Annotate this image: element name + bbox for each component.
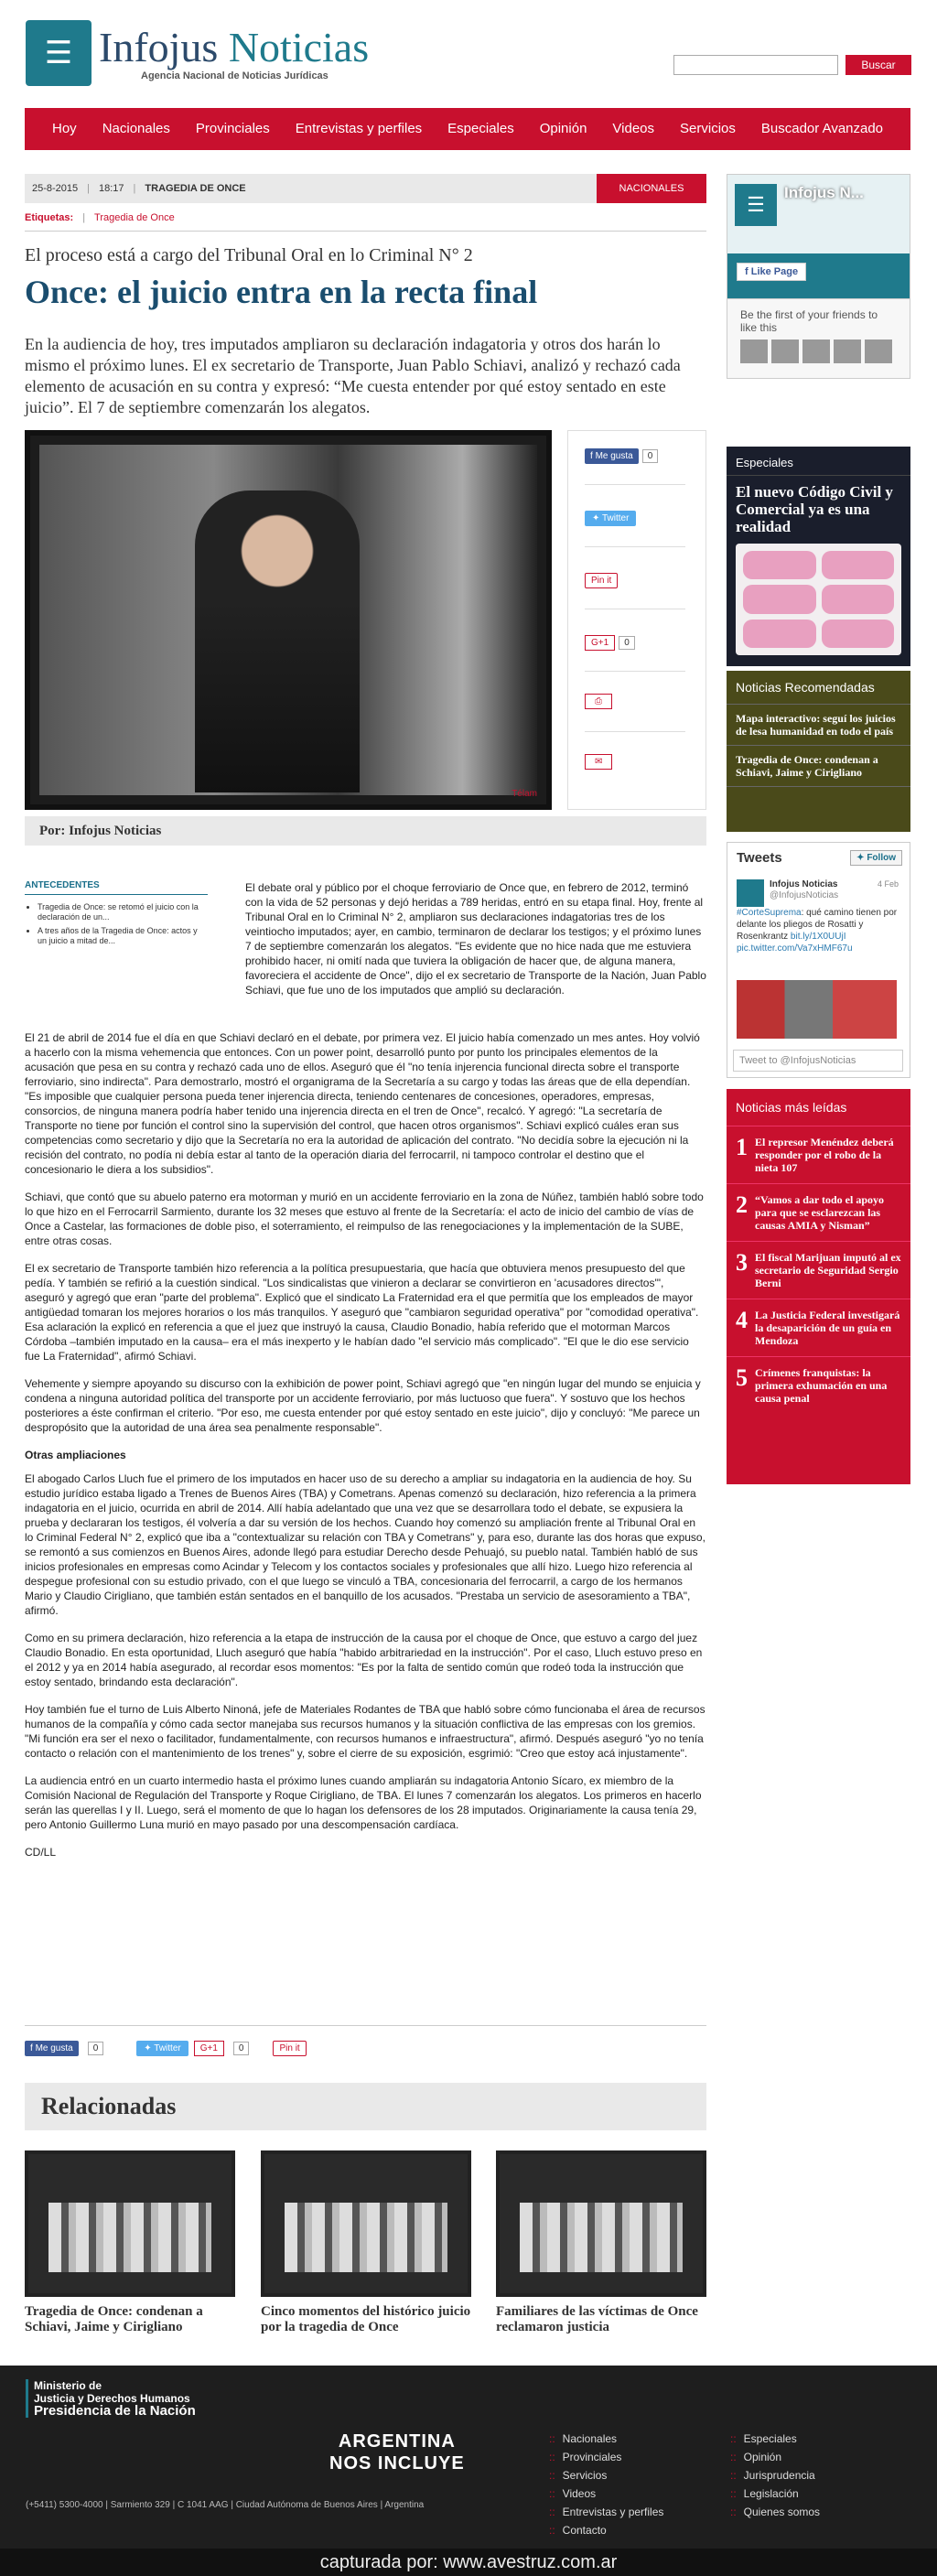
mas-leida-item[interactable]: 3 El fiscal Marijuan imputó al ex secretario de Seguridad Sergio Berni <box>727 1242 910 1299</box>
tweets-title: Tweets <box>737 850 782 866</box>
footer-links-2 <box>730 2430 820 2521</box>
avatar[interactable] <box>737 879 764 907</box>
fb-friends-text: Be the first of your friends to like this <box>740 308 878 334</box>
subheading: Otras ampliaciones <box>25 1449 126 1461</box>
mas-leida-item[interactable]: 5 Crímenes franquistas: la primera exhumación en una causa penal <box>736 1364 888 1405</box>
divider <box>25 2025 706 2026</box>
fb-like-page-button[interactable]: f Like Page <box>737 263 806 281</box>
paragraph: El ex secretario de Transporte también hizo referencia a la política presupuestaria, que hacía que obtuviera menos presupuesto del que pedía. Y también se refirió a la cuestión sindical. "Los sindicalistas que vinieron a declarar se convirtieron en 'acusadores directos'", aseguró y agregó que eran "parte del problema". Explicó que el sindicato La Fraternidad era el que permitía que los empleados de mayor antigüedad tomaran los mejores horarios o los más tranquilos. Y aseguró que "cambiaron seguridad operativa" por "comodidad operativa". Esa aclaración la explicó en referencia a que el juez que instruyó la causa, Claudio Bonadio, había referido que el motorman Marcos Córdoba –también imputado en la causa– era el más inexperto y le habían dado "el servicio más complicado". "El que le dio ese servicio fue La Fraternidad", afirmó Schiavi. <box>25 1262 699 1363</box>
mas-leida-item[interactable]: 1 El represor Menéndez deberá responder por el robo de la nieta 107 <box>727 1126 910 1184</box>
mas-leidas-title: Noticias más leídas <box>727 1089 910 1126</box>
site-logo[interactable] <box>26 20 369 86</box>
share-panel <box>567 430 706 810</box>
mail-icon[interactable]: ✉ <box>585 754 612 770</box>
tweet-hashtag[interactable]: #CorteSuprema <box>737 908 802 918</box>
fb-page-name[interactable]: Infojus N... <box>784 184 864 201</box>
footer-link[interactable]: :: Opinión <box>730 2448 820 2466</box>
print-icon[interactable]: ⎙ <box>585 694 612 709</box>
especiales-title: Especiales <box>727 447 910 476</box>
facebook-friends <box>727 298 910 379</box>
paragraph: Como en su primera declaración, hizo referencia a la etapa de instrucción de la causa por el choque de Once, que estuvo a cargo del juez Claudio Bonadio. En esta oportunidad, Lluch aseguró que había "habido arbitrariedad en la instrucción". Por el caso, Lluch estuvo preso en el 2012 y ya en 2014 había asegurado, al recordar esos momentos: "Es por la falta de sentido común que rodeó toda la instrucción que estoy sentado, brindando esta declaración". <box>25 1632 703 1688</box>
paragraph: El abogado Carlos Lluch fue el primero de los imputados en hacer uso de su derecho a ampliar su indagatoria en la audiencia de hoy. Su estudio jurídico estaba ligado a Trenes de Buenos Aires (TBA) y Cometrans. Apenas comenzó su declaración, hizo referencia a la primera indagatoria en el juicio, ocurrida en abril de 2014. Allí había adelantado que una vez que se desarrollara todo el debate, se expusiera la prueba y declararan los testigos, él volvería a dar su versión de los hechos. Cuando hoy comenzó su ampliación frente al Tribunal Oral en lo Criminal Federal N° 2, explicó que iba a "contextualizar su relación con TBA y Cometrans" y, para eso, durante las dos horas que expuso, se remontó a sus comienzos en Buenos Aires, adonde llegó para estudiar Derecho desde Pehuajó, su pueblo natal. También habló de sus inicios profesionales en empresas como Acindar y Telecom y los contactos sociales y profesionales que allí hizo. Luego hizo referencia al despegue profesional con su estudio privado, con el que luego se vinculó a TBA, concesionaria del ferrocarril, a cargo de los hermanos Mario y Claudio Cirigliano, que también están sentados en el banquillo de los acusados. "Prestaba un servicio de asesoramiento a TBA", afirmó. <box>25 1472 705 1617</box>
page-title: Once: el juicio entra en la recta final <box>25 274 538 310</box>
capture-watermark: capturada por: www.avestruz.com.ar <box>0 2549 937 2576</box>
nav-item-provinciales[interactable]: Provinciales <box>195 121 270 136</box>
article-sign: CD/LL <box>25 1846 57 1859</box>
facebook-like-button[interactable]: f Me gusta <box>25 2041 79 2056</box>
footer-link[interactable]: :: Provinciales <box>549 2448 663 2466</box>
avatar[interactable] <box>771 340 799 363</box>
gplus-count: 0 <box>619 636 635 650</box>
antecedentes-box <box>25 880 208 950</box>
mas-leida-item[interactable]: 2 “Vamos a dar todo el apoyo para que se esclarezcan las causas AMIA y Nisman” <box>727 1184 910 1242</box>
footer-links-1 <box>549 2430 663 2539</box>
related-image[interactable] <box>496 2150 706 2297</box>
tweet-handle[interactable]: @InfojusNoticias <box>770 890 839 900</box>
footer-link[interactable]: :: Servicios <box>549 2466 663 2484</box>
etiquetas-label: Etiquetas: <box>25 212 74 223</box>
main-nav <box>25 108 910 150</box>
nav-item-especiales[interactable]: Especiales <box>447 121 514 136</box>
tweet-image[interactable] <box>737 980 897 1039</box>
tweet-link[interactable]: bit.ly/1X0UUjI pic.twitter.com/Va7xHMF67u <box>737 932 853 954</box>
footer-link[interactable]: :: Jurisprudencia <box>730 2466 820 2484</box>
footer-address: (+5411) 5300-4000 | Sarmiento 329 | C 1041 AAG | Ciudad Autónoma de Buenos Aires | Argentina <box>26 2500 425 2510</box>
facebook-icon: f <box>590 451 593 461</box>
article-photo <box>25 430 552 810</box>
nav-item-opinion[interactable]: Opinión <box>539 121 587 136</box>
related-title[interactable]: Familiares de las víctimas de Once reclamaron justicia <box>496 2304 698 2334</box>
avatar[interactable] <box>740 340 768 363</box>
gplus-count: 0 <box>233 2042 250 2055</box>
facebook-count: 0 <box>88 2042 104 2055</box>
recomendada-item[interactable]: Tragedia de Once: condenan a Schiavi, Jaime y Cirigliano <box>727 746 910 787</box>
especiales-box <box>727 447 910 666</box>
antecedente-item[interactable]: • A tres años de la Tragedia de Once: actos y un juicio a mitad de... <box>38 926 208 946</box>
mas-leidas-box <box>727 1089 910 1484</box>
nav-item-hoy[interactable]: Hoy <box>52 121 77 136</box>
pinterest-button[interactable]: Pin it <box>273 2041 306 2056</box>
footer-link[interactable]: :: Nacionales <box>549 2430 663 2448</box>
recomendadas-box <box>727 671 910 832</box>
facebook-count: 0 <box>642 449 659 463</box>
especiales-item[interactable]: El nuevo Código Civil y Comercial ya es una realidad <box>736 483 893 535</box>
paragraph: La audiencia entró en un cuarto intermedio hasta el próximo lunes cuando ampliarán su indagatoria Antonio Sícaro, ex miembro de la Comisión Nacional de Regulación del Transporte y Roque Cirigliano, de TBA. El lunes 7 comenzarán los alegatos. Los primeros en hacerlo serán las querellas I y II. Luego, será el momento de que lo hagan los defensores de los 28 imputados. Originariamente la causa tenía 29, pero Antonio Guillermo Luna murió en mayo pasado por una descompensación cardíaca. <box>25 1774 702 1831</box>
footer-link[interactable]: :: Quienes somos <box>730 2503 820 2521</box>
twitter-widget <box>727 842 910 1078</box>
photo-credit: Télam <box>512 789 537 799</box>
facebook-icon: f <box>30 2043 33 2053</box>
tweet-text: #CorteSuprema: qué camino tienen por delante los pliegos de Rosatti y Rosenkrantz bit.ly/1X0UUjI pic.twitter.com/Va7xHMF67u <box>737 908 898 954</box>
relacionadas-header: Relacionadas <box>25 2083 706 2130</box>
twitter-icon: ✦ <box>592 513 600 523</box>
footer-link[interactable]: :: Legislación <box>730 2484 820 2503</box>
especiales-image[interactable] <box>736 544 901 655</box>
nav-item-servicios[interactable]: Servicios <box>680 121 736 136</box>
divider <box>25 231 706 232</box>
tweet-input[interactable]: Tweet to @InfojusNoticias <box>733 1050 903 1072</box>
facebook-icon: f <box>745 266 749 277</box>
nav-item-nacionales[interactable]: Nacionales <box>102 121 170 136</box>
article-kicker: El proceso está a cargo del Tribunal Oral en lo Criminal N° 2 <box>25 245 473 265</box>
article-tag[interactable]: TRAGEDIA DE ONCE <box>145 183 246 194</box>
mas-leida-item[interactable]: 4 La Justicia Federal investigará la desaparición de un guía en Mendoza <box>727 1299 910 1357</box>
twitter-icon: ✦ <box>144 2043 152 2053</box>
gplus-button[interactable]: G+1 <box>585 635 615 651</box>
avatar[interactable] <box>802 340 830 363</box>
tweet-author[interactable]: Infojus Noticias <box>770 879 838 889</box>
paragraph: El 21 de abril de 2014 fue el día en que Schiavi declaró en el debate, por primera vez. El juicio había comenzado un mes antes. Hoy volvió a hacerlo con la misma vehemencia que entonces. Con un power point, desarrolló punto por punto los principales elementos de la acusación que pesa en su contra y rechazó cada uno de ellos. Aseguró que él "no tenía injerencia funcional directa sobre el transporte ferroviario, sino indirecta". Para demostrarlo, mostró el organigrama de la Secretaría a su cargo y todas las áreas que de ella dependían. "Es imposible que cualquier persona pueda tener injerencia directa, teniendo centenares de concesiones, operadores, empresas, consorcios, de ninguna manera podría haber tenido una injerencia directa en el tren de Once", recalcó. Y agregó: "La secretaría de Transporte no tiene por función el control sino la supervisión del control, que hacen otros organismos". Schiavi explicó cuáles eran sus competencias como secretario y dijo que la Secretaría no era la autoridad de aplicación del contrato. "No decidía sobre la ejecución ni la recisión del contrato, no podía ni debía estar al tanto de la operación diaria del ferrocarril, ni tampoco controlar el destino que el concesionario le diera a los subsidios". <box>25 1031 700 1176</box>
avatar[interactable] <box>834 340 861 363</box>
byline: Por: Infojus Noticias <box>25 816 706 846</box>
avatar[interactable] <box>865 340 892 363</box>
related-image[interactable] <box>261 2150 471 2297</box>
etiquetas: Etiquetas: | Tragedia de Once <box>25 212 175 223</box>
footer-link[interactable]: :: Videos <box>549 2484 663 2503</box>
related-card[interactable] <box>25 2150 235 2335</box>
search-button[interactable]: Buscar <box>845 55 911 75</box>
antecedentes-title: ANTECEDENTES <box>25 880 208 895</box>
nav-item-buscador[interactable]: Buscador Avanzado <box>760 121 884 136</box>
footer-link[interactable]: :: Entrevistas y perfiles <box>549 2503 663 2521</box>
ministerio-logo[interactable]: Ministerio de Justicia y Derechos Humanos Presidencia de la Nación <box>26 2379 196 2418</box>
article-lead: En la audiencia de hoy, tres imputados ampliaron su declaración indagatoria y otros dos harán lo mismo el próximo lunes. El ex secretario de Transporte, Juan Pablo Schiavi, analizó y rechazó cada elemento de acusación en su contra y expresó: “Me cuesta entender por qué estoy sentado en este juicio”. El 7 de septiembre comenzarán los alegatos. <box>25 335 681 416</box>
nav-item-entrevistas[interactable]: Entrevistas y perfiles <box>295 121 423 136</box>
paragraph: Vehemente y siempre apoyando su discurso con la exhibición de power point, Schiavi agregó que "en ningún lugar del mundo se enjuicia y condena a ninguna autoridad política del transporte por un accidente ferroviario, por más luctuoso que fuera". Y sostuvo que los hechos posteriores a éste confirman el criterio. "Por eso, me cuesta entender por qué estoy sentado en este juicio", dijo y concluyó: "Me parece un despropósito que la autoridad de una área sea penalmente responsable". <box>25 1377 701 1434</box>
tagline: Agencia Nacional de Noticias Jurídicas <box>141 70 328 81</box>
article-date: 25-8-2015 <box>32 183 79 194</box>
related-image[interactable] <box>25 2150 235 2297</box>
article-body <box>25 1030 706 1872</box>
article-time: 18:17 <box>99 183 124 194</box>
article-body-intro <box>245 880 706 1010</box>
footer-link[interactable]: :: Especiales <box>730 2430 820 2448</box>
brand-sub: Noticias <box>228 24 370 70</box>
article-meta: 25-8-2015 | 18:17 | TRAGEDIA DE ONCE <box>25 174 706 203</box>
related-card[interactable] <box>496 2150 706 2335</box>
twitter-icon: ✦ <box>856 853 865 863</box>
related-title[interactable]: Tragedia de Once: condenan a Schiavi, Jaime y Cirigliano <box>25 2304 203 2334</box>
etiqueta-link[interactable]: Tragedia de Once <box>94 212 175 223</box>
search-input[interactable] <box>673 55 838 75</box>
brand-main: Infojus <box>99 24 219 70</box>
pinterest-button[interactable]: Pin it <box>585 573 618 588</box>
recomendadas-title: Noticias Recomendadas <box>727 671 910 705</box>
facebook-like-button[interactable]: f Me gusta <box>585 448 639 464</box>
antecedente-item[interactable]: • Tragedia de Once: se retomó el juicio con la declaración de un... <box>38 902 208 922</box>
paragraph: Schiavi, que contó que su abuelo paterno era motorman y murió en un accidente ferroviario en la zona de Núñez, también habló sobre todo lo que hizo en el Ferrocarril Sarmiento, durante los 32 meses que estuvo al frente de la Secretaría: el acto de inicio del cambio de vías de Once a Castelar, las formaciones de doble piso, el soterramiento, el reimpulso de las renegociaciones y la implementación de la SUBE, entre otras cosas. <box>25 1191 704 1247</box>
related-title[interactable]: Cinco momentos del histórico juicio por la tragedia de Once <box>261 2304 471 2334</box>
nav-item-videos[interactable]: Videos <box>612 121 655 136</box>
paragraph: El debate oral y público por el choque ferroviario de Once que, en febrero de 2012, terminó con la vida de 52 personas y dejó heridas a 789 heridas, entró en su etapa final. Hoy, frente al Tribunal Oral en lo Criminal N° 2, ampliaron sus declaraciones indagatorias tres de los veintiocho imputados; ayer, en cambio, terminaron de declarar los testigos; y el próximo lunes 7 de septiembre comenzarán los alegatos. "Es evidente que no hice nada que me estuviera prohibido hacer, ni omití nada que tuviera la obligación de hacer que, de alguna manera, favoreciera el accidente de Once", dijo el ex secretario de Transporte de la Nación, Juan Pablo Schiavi, que fue uno de los imputados que amplió su declaración. <box>245 881 706 997</box>
follow-button[interactable]: ✦ Follow <box>850 850 902 866</box>
book-icon: ☰ <box>735 184 777 226</box>
related-card[interactable] <box>261 2150 471 2335</box>
section-badge[interactable]: NACIONALES <box>597 174 706 203</box>
twitter-button[interactable]: ✦ Twitter <box>585 511 636 526</box>
book-icon: ☰ <box>26 20 92 86</box>
recomendada-item[interactable]: Mapa interactivo: seguí los juicios de lesa humanidad en todo el país <box>727 705 910 746</box>
twitter-button[interactable]: ✦ Twitter <box>136 2041 188 2056</box>
footer-link[interactable]: :: Contacto <box>549 2521 663 2539</box>
share-bar-bottom <box>25 2041 307 2056</box>
paragraph: Hoy también fue el turno de Luis Alberto Ninoná, jefe de Materiales Rodantes de TBA que habló sobre cómo funcionaba el área de recursos humanos de la compañía y cómo cada sector manejaba sus recursos humanos y la situación conflictiva de las empresas con los gremios. "Mi función era ser el nexo o facilitador, fundamentalmente, con recursos humanos e infraestructura", afirmó. Después aseguró "yo no tenía contacto o relación con el mantenimiento de los trenes" y, sobre el cierre de su exposición, esgrimió: "Creo que estoy acá injustamente". <box>25 1703 705 1760</box>
gplus-button[interactable]: G+1 <box>194 2041 224 2056</box>
argentina-logo: ARGENTINA NOS INCLUYE <box>329 2431 465 2474</box>
tweet-date[interactable]: 4 Feb <box>877 879 899 889</box>
